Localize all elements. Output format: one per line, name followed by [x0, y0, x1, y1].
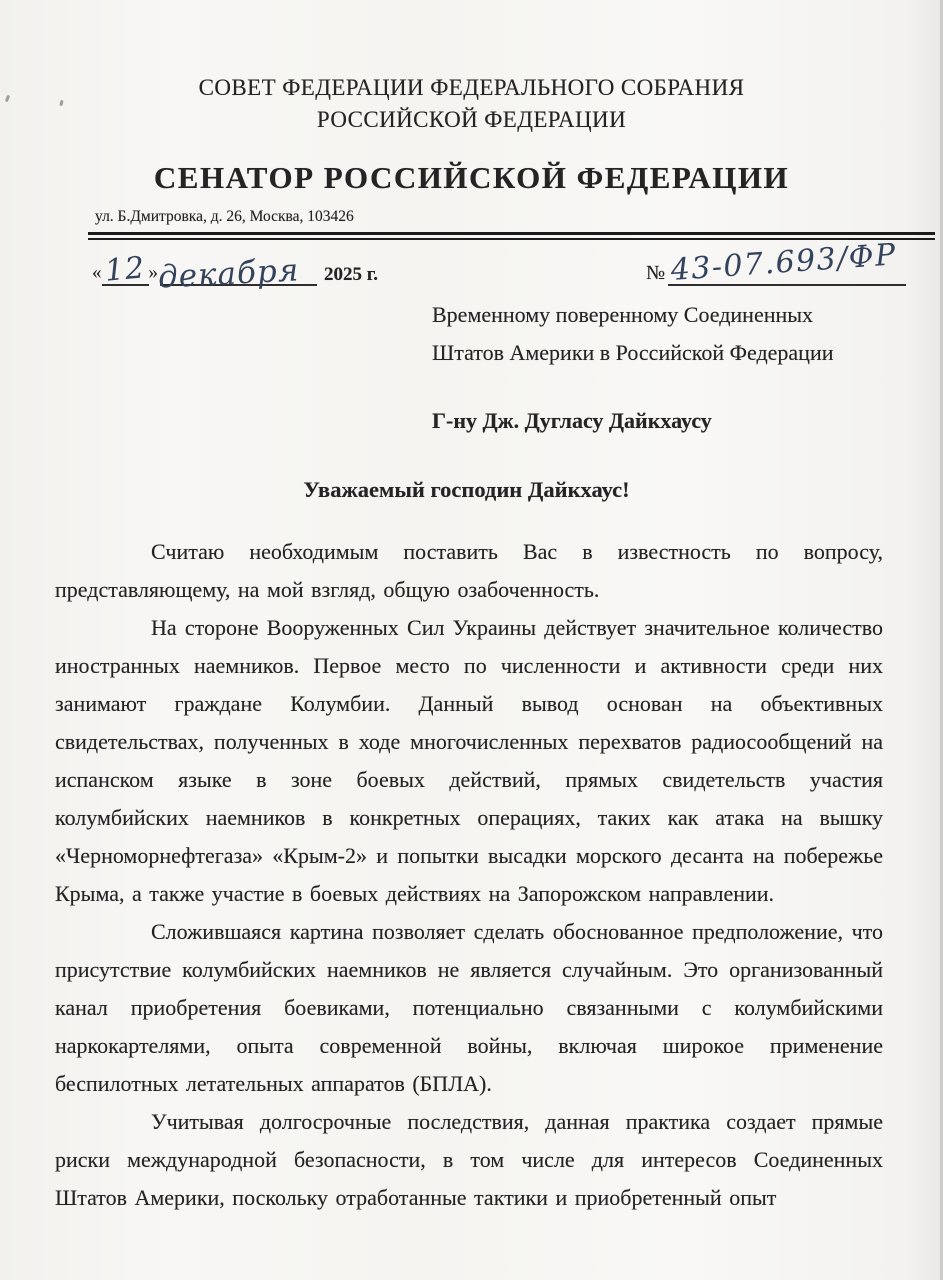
body-paragraph-2: На стороне Вооруженных Сил Украины действует значительное количество иностранных наемников. Первое место по численности и активности среди них занимают граждане Колумбии. Данный вывод основан на объективных свидетельствах, полученных в ходе многочисленных перехватов радиосообщений на испанском языке в зоне боевых действий, прямых свидетельств участия колумбийских наемников в конкретных операциях, таких как атака на вышку «Черноморнефтегаза» «Крым-2» и попытки высадки морского десанта на побережье Крыма, а также участие в боевых действиях на Запорожском направлении. — [55, 615, 883, 906]
recipient-line1: Временному поверенному Соединенных — [432, 302, 814, 327]
day-underline — [102, 250, 149, 289]
letterhead-org — [0, 72, 943, 136]
close-quote: » — [148, 262, 158, 283]
recipient-line2: Штатов Америки в Российской Федерации — [432, 339, 834, 365]
body-paragraph-1: Считаю необходимым поставить Вас в известность по вопросу, представляющему, на мой взгляд, общую озабоченность. — [55, 539, 883, 602]
salutation: Уважаемый господин Дайкхаус! — [303, 477, 630, 502]
letterhead-title: СЕНАТОР РОССИЙСКОЙ ФЕДЕРАЦИИ — [153, 160, 790, 195]
handwritten-number: 43-07.693/ФР — [669, 237, 899, 288]
number-underline — [668, 237, 906, 288]
number-sign: № — [646, 262, 666, 284]
recipient-block — [432, 296, 834, 440]
org-line2: РОССИЙСКОЙ ФЕДЕРАЦИИ — [316, 107, 627, 132]
handwritten-day: 12 — [103, 250, 147, 289]
body-paragraph-3: Сложившаяся картина позволяет сделать обоснованное предположение, что присутствие колумбийских наемников не является случайным. Это организованный канал приобретения боевиками, потенциально связанными с колумбийскими наркокартелями, опыта современной войны, включая широкое применение беспилотных летательных аппаратов (БПЛА). — [55, 919, 883, 1096]
letter-body — [55, 533, 883, 1217]
month-underline — [157, 250, 317, 296]
handwritten-month: декабря — [157, 252, 301, 296]
date-field — [92, 250, 378, 296]
letterhead-divider — [88, 232, 935, 240]
org-line1: СОВЕТ ФЕДЕРАЦИИ ФЕДЕРАЛЬНОГО СОБРАНИЯ — [198, 75, 745, 100]
letterhead-address: ул. Б.Дмитровка, д. 26, Москва, 103426 — [95, 208, 354, 225]
body-paragraph-4: Учитывая долгосрочные последствия, данная практика создает прямые риски международной безопасности, в том числе для интересов Соединенных Штатов Америки, поскольку отработанные тактики и приобретенный опыт — [55, 1109, 883, 1210]
registration-number-field — [646, 237, 906, 288]
open-quote: « — [92, 262, 102, 283]
recipient-name: Г-ну Дж. Дугласу Дайкхаусу — [432, 408, 712, 433]
printed-year: 2025 г. — [324, 264, 378, 285]
